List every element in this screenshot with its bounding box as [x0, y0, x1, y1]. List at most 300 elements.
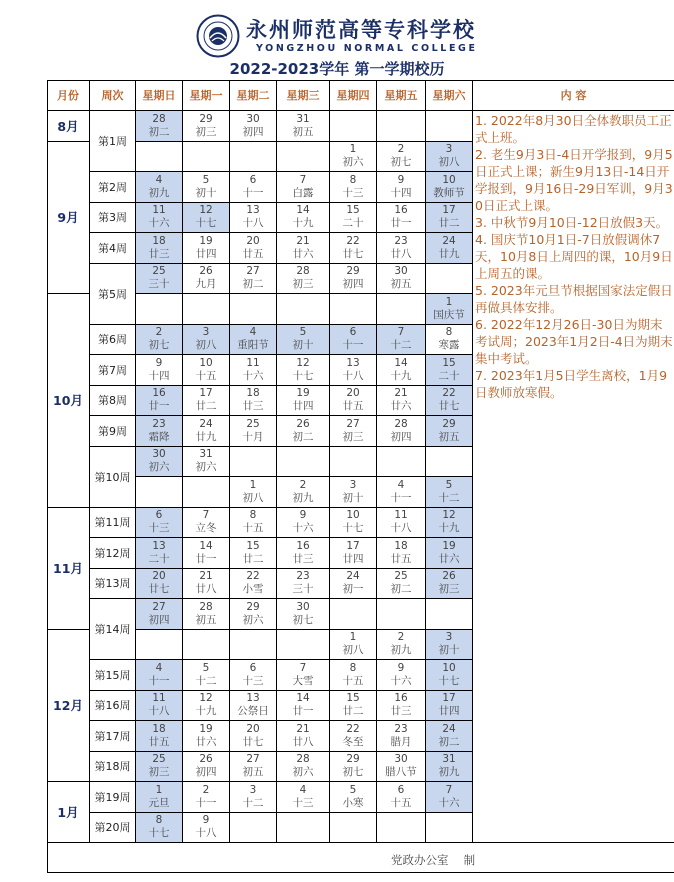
day-cell [330, 782, 377, 813]
lunar-label: 大雪 [292, 674, 314, 687]
day-number: 22 [346, 722, 360, 735]
empty-day-cell [377, 599, 426, 630]
day-number: 31 [296, 112, 310, 125]
day-cell [230, 172, 277, 203]
day-cell [426, 477, 473, 508]
day-number: 14 [394, 356, 408, 369]
day-cell [230, 477, 277, 508]
day-cell [426, 569, 473, 600]
day-number: 30 [152, 448, 166, 461]
month-label: 1月 [47, 782, 90, 843]
lunar-label: 小雪 [242, 583, 264, 596]
lunar-label: 初五 [390, 278, 412, 291]
empty-day-cell [230, 294, 277, 325]
lunar-label: 三十 [292, 583, 314, 596]
day-cell [426, 630, 473, 661]
lunar-label: 廿一 [390, 217, 412, 230]
lunar-label: 初七 [292, 613, 314, 626]
empty-day-cell [230, 630, 277, 661]
day-cell [230, 264, 277, 295]
note-item: 7. 2023年1月5日学生离校，1月9日教师放寒假。 [475, 368, 668, 400]
day-cell [183, 660, 230, 691]
lunar-label: 元旦 [148, 796, 170, 809]
lunar-label: 十八 [148, 705, 170, 718]
day-number: 5 [202, 173, 210, 186]
day-number: 24 [442, 722, 456, 735]
day-number: 9 [397, 661, 405, 674]
week-label: 第5周 [90, 264, 136, 325]
week-label: 第4周 [90, 233, 136, 264]
month-label: 11月 [47, 508, 90, 630]
empty-day-cell [330, 447, 377, 478]
day-number: 2 [155, 326, 163, 339]
empty-day-cell [230, 142, 277, 173]
day-number: 14 [296, 204, 310, 217]
day-cell [183, 416, 230, 447]
month-label: 10月 [47, 294, 90, 508]
day-number: 4 [155, 173, 163, 186]
lunar-label: 初一 [342, 583, 364, 596]
column-header: 月份 [47, 80, 90, 111]
day-cell [183, 233, 230, 264]
lunar-label: 初十 [438, 644, 460, 657]
note-item: 1. 2022年8月30日全体教职员工正式上班。 [475, 113, 672, 145]
day-cell [230, 111, 277, 142]
note-item: 5. 2023年元旦节根据国家法定假日再做具体安排。 [475, 283, 673, 315]
day-cell [277, 477, 330, 508]
day-number: 6 [155, 509, 163, 522]
school-logo-icon [196, 14, 240, 58]
day-cell [426, 752, 473, 783]
day-number: 27 [346, 417, 360, 430]
day-number: 25 [152, 265, 166, 278]
content-notes [473, 111, 673, 401]
lunar-label: 初五 [292, 125, 314, 138]
day-cell [426, 325, 473, 356]
day-cell [377, 264, 426, 295]
lunar-label: 初三 [195, 125, 217, 138]
empty-day-cell [377, 294, 426, 325]
week-label: 第15周 [90, 660, 136, 691]
day-number: 6 [349, 326, 357, 339]
day-number: 8 [349, 173, 357, 186]
day-cell [330, 630, 377, 661]
day-cell [330, 172, 377, 203]
day-cell [377, 477, 426, 508]
day-cell [183, 264, 230, 295]
day-cell [426, 691, 473, 722]
empty-day-cell [183, 142, 230, 173]
day-number: 7 [445, 783, 453, 796]
lunar-label: 十六 [292, 522, 314, 535]
day-number: 19 [296, 387, 310, 400]
lunar-label: 廿六 [390, 400, 412, 413]
empty-day-cell [377, 447, 426, 478]
day-cell [230, 203, 277, 234]
lunar-label: 十二 [195, 674, 217, 687]
day-number: 13 [246, 204, 260, 217]
week-label: 第13周 [90, 569, 136, 600]
day-cell [277, 355, 330, 386]
lunar-label: 十五 [195, 369, 217, 382]
day-number: 29 [346, 265, 360, 278]
day-cell [426, 142, 473, 173]
lunar-label: 重阳节 [237, 339, 269, 352]
lunar-label: 十一 [148, 674, 170, 687]
lunar-label: 十九 [292, 217, 314, 230]
day-cell [277, 264, 330, 295]
lunar-label: 初五 [438, 430, 460, 443]
empty-day-cell [277, 294, 330, 325]
lunar-label: 寒露 [438, 339, 460, 352]
day-cell [183, 203, 230, 234]
day-cell [277, 203, 330, 234]
lunar-label: 腊月 [390, 735, 412, 748]
day-number: 17 [442, 204, 456, 217]
week-label: 第10周 [90, 447, 136, 508]
day-cell [230, 599, 277, 630]
day-number: 15 [442, 356, 456, 369]
month-label: 12月 [47, 630, 90, 783]
day-cell [377, 782, 426, 813]
day-number: 28 [394, 417, 408, 430]
day-cell [377, 355, 426, 386]
day-cell [426, 233, 473, 264]
empty-day-cell [277, 813, 330, 844]
day-number: 27 [152, 600, 166, 613]
school-calendar-table [47, 80, 674, 872]
day-cell [377, 508, 426, 539]
day-number: 1 [155, 783, 163, 796]
lunar-label: 十七 [148, 827, 170, 840]
day-cell [377, 691, 426, 722]
day-cell [426, 660, 473, 691]
day-number: 19 [199, 234, 213, 247]
day-number: 3 [249, 783, 257, 796]
lunar-label: 十三 [342, 186, 364, 199]
lunar-label: 初二 [242, 278, 264, 291]
column-header: 周次 [90, 80, 136, 111]
day-cell [330, 386, 377, 417]
lunar-label: 廿七 [342, 247, 364, 260]
day-cell [230, 752, 277, 783]
day-cell [136, 752, 183, 783]
day-number: 28 [152, 112, 166, 125]
day-cell [426, 538, 473, 569]
lunar-label: 十六 [390, 674, 412, 687]
day-number: 20 [246, 722, 260, 735]
lunar-label: 廿四 [342, 552, 364, 565]
day-number: 5 [299, 326, 307, 339]
day-cell [377, 752, 426, 783]
day-cell [377, 538, 426, 569]
day-number: 6 [397, 783, 405, 796]
empty-day-cell [136, 294, 183, 325]
lunar-label: 十三 [148, 522, 170, 535]
day-number: 25 [152, 753, 166, 766]
lunar-label: 十一 [242, 186, 264, 199]
day-number: 17 [442, 692, 456, 705]
day-number: 31 [442, 753, 456, 766]
lunar-label: 十七 [438, 674, 460, 687]
day-cell [277, 325, 330, 356]
day-number: 2 [397, 631, 405, 644]
day-number: 6 [249, 173, 257, 186]
day-number: 26 [296, 417, 310, 430]
day-cell [330, 233, 377, 264]
lunar-label: 十七 [195, 217, 217, 230]
week-label: 第16周 [90, 691, 136, 722]
day-cell [426, 386, 473, 417]
lunar-label: 初四 [342, 278, 364, 291]
day-cell [183, 447, 230, 478]
day-number: 20 [152, 570, 166, 583]
week-label: 第11周 [90, 508, 136, 539]
lunar-label: 十三 [292, 796, 314, 809]
day-number: 4 [299, 783, 307, 796]
day-cell [183, 172, 230, 203]
page-header [0, 0, 674, 78]
lunar-label: 廿九 [195, 430, 217, 443]
lunar-label: 公祭日 [237, 705, 269, 718]
day-number: 11 [152, 204, 166, 217]
day-cell [136, 782, 183, 813]
empty-day-cell [330, 813, 377, 844]
day-number: 1 [445, 295, 453, 308]
day-cell [426, 355, 473, 386]
day-cell [277, 691, 330, 722]
day-cell [426, 294, 473, 325]
day-cell [136, 447, 183, 478]
day-number: 21 [394, 387, 408, 400]
empty-day-cell [330, 294, 377, 325]
day-number: 22 [442, 387, 456, 400]
day-number: 12 [442, 509, 456, 522]
day-number: 26 [442, 570, 456, 583]
day-number: 27 [246, 265, 260, 278]
school-name-english: YONGZHOU NORMAL COLLEGE [256, 43, 478, 54]
day-cell [136, 172, 183, 203]
day-cell [136, 233, 183, 264]
lunar-label: 二十 [148, 552, 170, 565]
footer-row [47, 843, 674, 873]
day-number: 10 [346, 509, 360, 522]
day-number: 16 [296, 539, 310, 552]
lunar-label: 初九 [390, 644, 412, 657]
day-cell [377, 569, 426, 600]
day-cell [330, 416, 377, 447]
day-cell [330, 142, 377, 173]
lunar-label: 廿五 [242, 247, 264, 260]
lunar-label: 二十 [438, 369, 460, 382]
lunar-label: 初六 [342, 156, 364, 169]
month-label: 8月 [47, 111, 90, 142]
lunar-label: 初十 [195, 186, 217, 199]
day-cell [277, 569, 330, 600]
lunar-label: 初四 [148, 613, 170, 626]
day-number: 1 [249, 478, 257, 491]
day-number: 24 [346, 570, 360, 583]
lunar-label: 初二 [390, 583, 412, 596]
day-cell [183, 599, 230, 630]
week-label: 第1周 [90, 111, 136, 172]
day-number: 7 [397, 326, 405, 339]
day-cell [230, 782, 277, 813]
day-number: 5 [349, 783, 357, 796]
day-number: 3 [445, 143, 453, 156]
day-cell [377, 630, 426, 661]
day-number: 6 [249, 661, 257, 674]
day-cell [377, 233, 426, 264]
day-cell [230, 538, 277, 569]
lunar-label: 十九 [390, 369, 412, 382]
day-number: 4 [397, 478, 405, 491]
day-number: 10 [442, 661, 456, 674]
day-number: 7 [202, 509, 210, 522]
day-number: 12 [199, 204, 213, 217]
day-number: 12 [199, 692, 213, 705]
lunar-label: 十一 [390, 491, 412, 504]
lunar-label: 十七 [342, 522, 364, 535]
day-number: 19 [199, 722, 213, 735]
lunar-label: 廿五 [390, 552, 412, 565]
day-number: 18 [394, 539, 408, 552]
day-cell [277, 782, 330, 813]
lunar-label: 廿二 [195, 400, 217, 413]
day-cell [330, 538, 377, 569]
lunar-label: 初八 [242, 491, 264, 504]
lunar-label: 国庆节 [433, 308, 465, 321]
empty-day-cell [183, 477, 230, 508]
lunar-label: 廿四 [438, 705, 460, 718]
day-number: 28 [296, 753, 310, 766]
day-number: 22 [246, 570, 260, 583]
day-cell [230, 691, 277, 722]
day-number: 13 [246, 692, 260, 705]
day-cell [183, 508, 230, 539]
lunar-label: 廿三 [292, 552, 314, 565]
empty-day-cell [426, 813, 473, 844]
lunar-label: 廿一 [292, 705, 314, 718]
empty-day-cell [426, 111, 473, 142]
lunar-label: 十六 [438, 796, 460, 809]
day-cell [230, 416, 277, 447]
week-label: 第18周 [90, 752, 136, 783]
day-number: 7 [299, 173, 307, 186]
day-cell [230, 325, 277, 356]
lunar-label: 初九 [292, 491, 314, 504]
day-number: 9 [299, 509, 307, 522]
day-cell [277, 752, 330, 783]
column-header: 星期六 [426, 80, 473, 111]
lunar-label: 十八 [195, 827, 217, 840]
day-cell [230, 233, 277, 264]
lunar-label: 十八 [242, 217, 264, 230]
day-number: 16 [394, 692, 408, 705]
month-label: 9月 [47, 142, 90, 295]
day-number: 26 [199, 753, 213, 766]
school-name: 永州师范高等专科学校 [246, 17, 476, 42]
lunar-label: 十二 [242, 796, 264, 809]
day-number: 29 [246, 600, 260, 613]
day-cell [136, 416, 183, 447]
day-number: 30 [246, 112, 260, 125]
lunar-label: 初四 [195, 766, 217, 779]
lunar-label: 初十 [342, 491, 364, 504]
day-number: 16 [394, 204, 408, 217]
day-cell [183, 355, 230, 386]
day-cell [183, 386, 230, 417]
day-number: 18 [152, 722, 166, 735]
day-number: 22 [346, 234, 360, 247]
day-number: 4 [249, 326, 257, 339]
day-cell [136, 721, 183, 752]
day-number: 29 [199, 112, 213, 125]
day-number: 30 [394, 265, 408, 278]
day-number: 25 [246, 417, 260, 430]
day-cell [183, 721, 230, 752]
lunar-label: 廿四 [195, 247, 217, 260]
day-number: 14 [199, 539, 213, 552]
lunar-label: 初六 [148, 461, 170, 474]
day-number: 5 [202, 661, 210, 674]
lunar-label: 廿五 [342, 400, 364, 413]
day-number: 1 [349, 631, 357, 644]
lunar-label: 十八 [390, 522, 412, 535]
day-cell [136, 569, 183, 600]
day-number: 3 [202, 326, 210, 339]
lunar-label: 初三 [148, 766, 170, 779]
day-number: 19 [442, 539, 456, 552]
day-number: 20 [346, 387, 360, 400]
lunar-label: 初七 [390, 156, 412, 169]
lunar-label: 十九 [195, 705, 217, 718]
lunar-label: 廿六 [438, 552, 460, 565]
day-number: 14 [296, 692, 310, 705]
day-cell [330, 569, 377, 600]
day-number: 9 [202, 814, 210, 827]
lunar-label: 十四 [390, 186, 412, 199]
day-cell [426, 508, 473, 539]
lunar-label: 廿八 [195, 583, 217, 596]
day-number: 4 [155, 661, 163, 674]
day-cell [277, 721, 330, 752]
lunar-label: 廿二 [242, 552, 264, 565]
day-cell [377, 142, 426, 173]
lunar-label: 九月 [195, 278, 217, 291]
day-number: 2 [397, 143, 405, 156]
day-number: 23 [394, 234, 408, 247]
week-label: 第9周 [90, 416, 136, 447]
lunar-label: 初五 [195, 613, 217, 626]
day-number: 1 [349, 143, 357, 156]
day-number: 11 [152, 692, 166, 705]
day-cell [377, 660, 426, 691]
day-number: 18 [152, 234, 166, 247]
lunar-label: 初二 [438, 735, 460, 748]
day-number: 13 [346, 356, 360, 369]
column-header: 星期一 [183, 80, 230, 111]
day-number: 20 [246, 234, 260, 247]
day-number: 28 [296, 265, 310, 278]
week-label: 第20周 [90, 813, 136, 844]
lunar-label: 十一 [342, 339, 364, 352]
day-cell [277, 416, 330, 447]
lunar-label: 十八 [342, 369, 364, 382]
column-header: 内 容 [473, 80, 674, 111]
lunar-label: 初九 [148, 186, 170, 199]
day-cell [183, 813, 230, 844]
